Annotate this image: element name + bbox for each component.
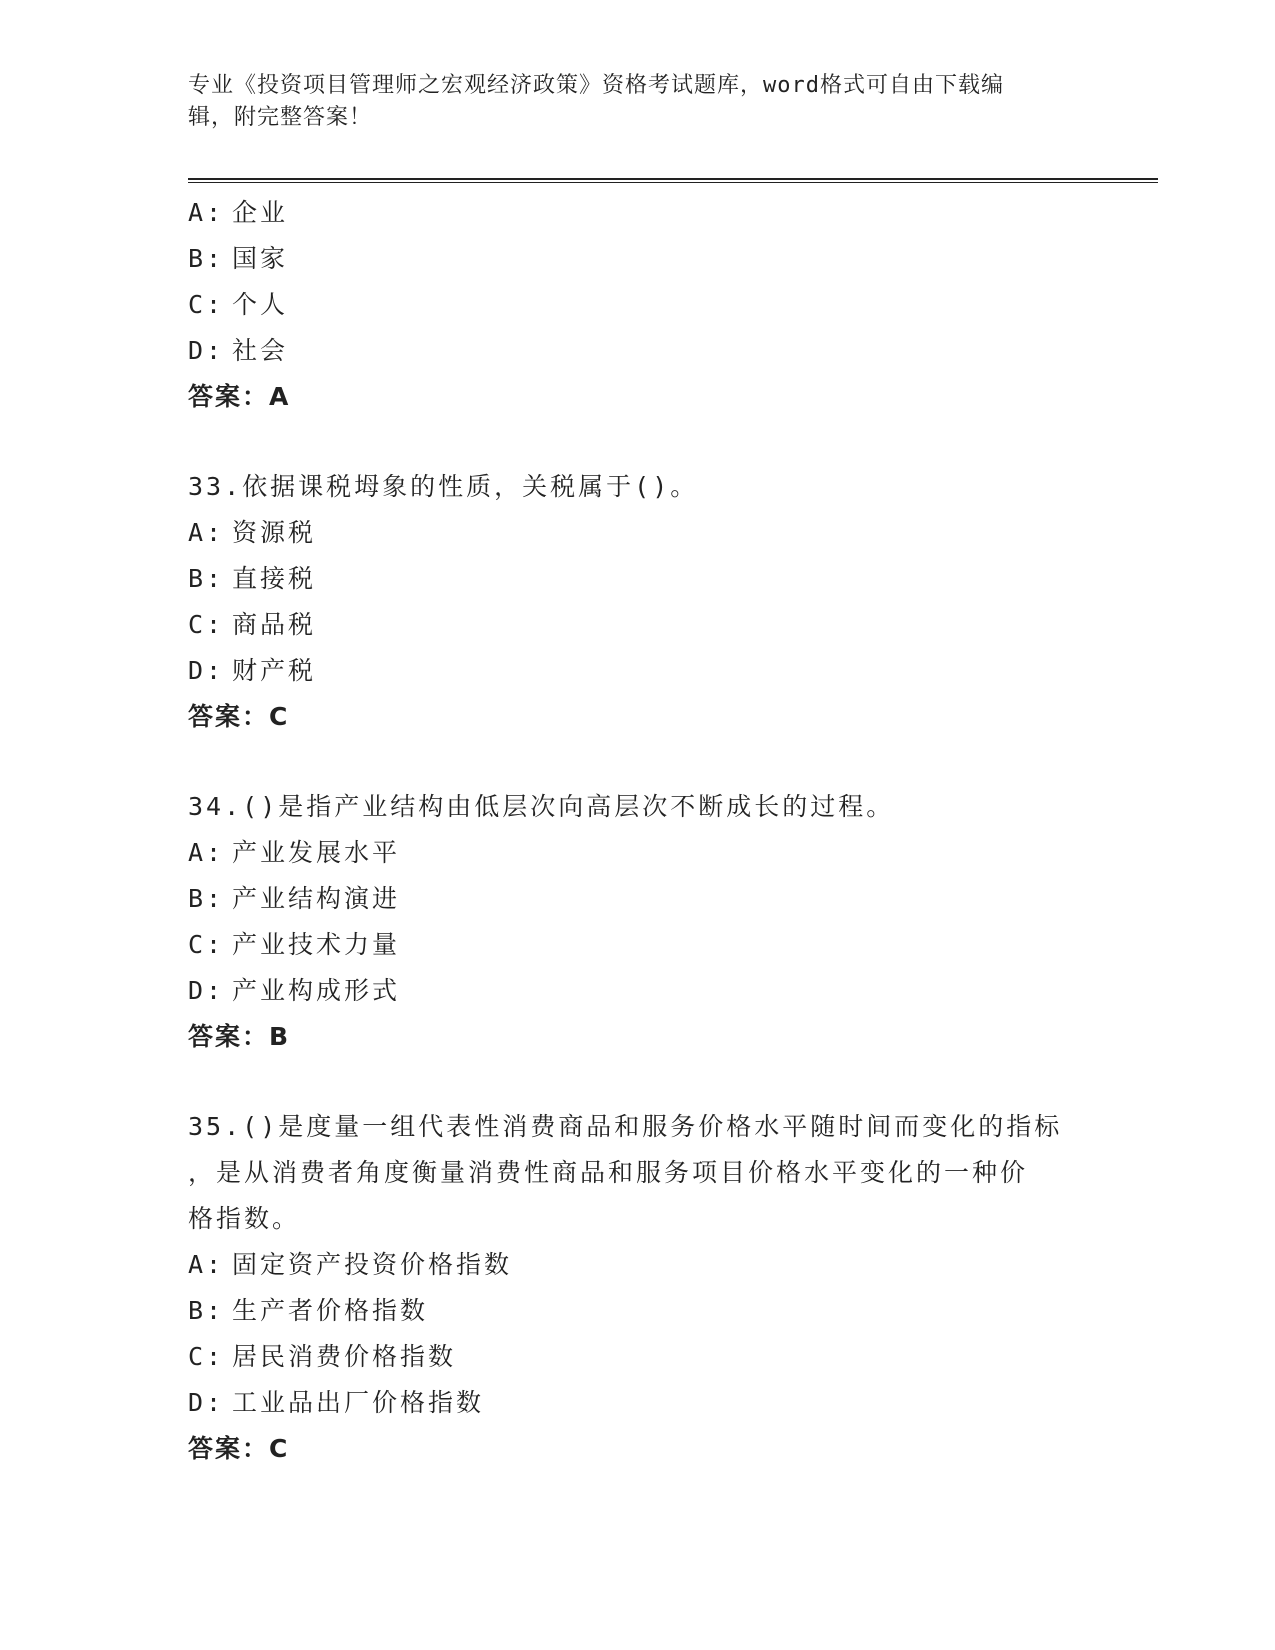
question-text-line-2: ，是从消费者角度衡量消费性商品和服务项目价格水平变化的一种价	[188, 1158, 1029, 1187]
answer-line: 答案：C	[188, 1434, 290, 1463]
header-divider	[188, 178, 1158, 183]
question-block-34	[188, 784, 1088, 1060]
question-block-33	[188, 464, 1088, 740]
page-header	[188, 70, 1068, 134]
question-content	[188, 190, 1088, 1472]
header-line-1: 专业《投资项目管理师之宏观经济政策》资格考试题库，word格式可自由下载编	[188, 73, 1004, 98]
option-c: C: 商品税	[188, 610, 317, 639]
option-d: D: 工业品出厂价格指数	[188, 1388, 485, 1417]
question-text: 33.依据课税坶象的性质，关税属于()。	[188, 472, 699, 501]
answer-line: 答案：B	[188, 1022, 291, 1051]
question-block-prev	[188, 190, 1088, 420]
question-block-35	[188, 1104, 1088, 1472]
option-d: D: 财产税	[188, 656, 317, 685]
option-b: B: 国家	[188, 244, 289, 273]
option-a: A: 固定资产投资价格指数	[188, 1250, 513, 1279]
question-text-line-1: 35.()是度量一组代表性消费商品和服务价格水平随时间而变化的指标	[188, 1112, 1063, 1141]
option-d: D: 产业构成形式	[188, 976, 401, 1005]
option-d: D: 社会	[188, 336, 289, 365]
option-a: A: 产业发展水平	[188, 838, 401, 867]
answer-line: 答案：C	[188, 702, 290, 731]
question-text-line-3: 格指数。	[188, 1204, 301, 1233]
header-line-2: 辑，附完整答案！	[188, 105, 373, 130]
option-c: C: 个人	[188, 290, 289, 319]
answer-line: 答案：A	[188, 382, 291, 411]
option-b: B: 生产者价格指数	[188, 1296, 429, 1325]
option-b: B: 直接税	[188, 564, 317, 593]
option-c: C: 产业技术力量	[188, 930, 401, 959]
option-a: A: 企业	[188, 198, 289, 227]
option-c: C: 居民消费价格指数	[188, 1342, 457, 1371]
option-a: A: 资源税	[188, 518, 317, 547]
option-b: B: 产业结构演进	[188, 884, 401, 913]
question-text: 34.()是指产业结构由低层次向高层次不断成长的过程。	[188, 792, 895, 821]
